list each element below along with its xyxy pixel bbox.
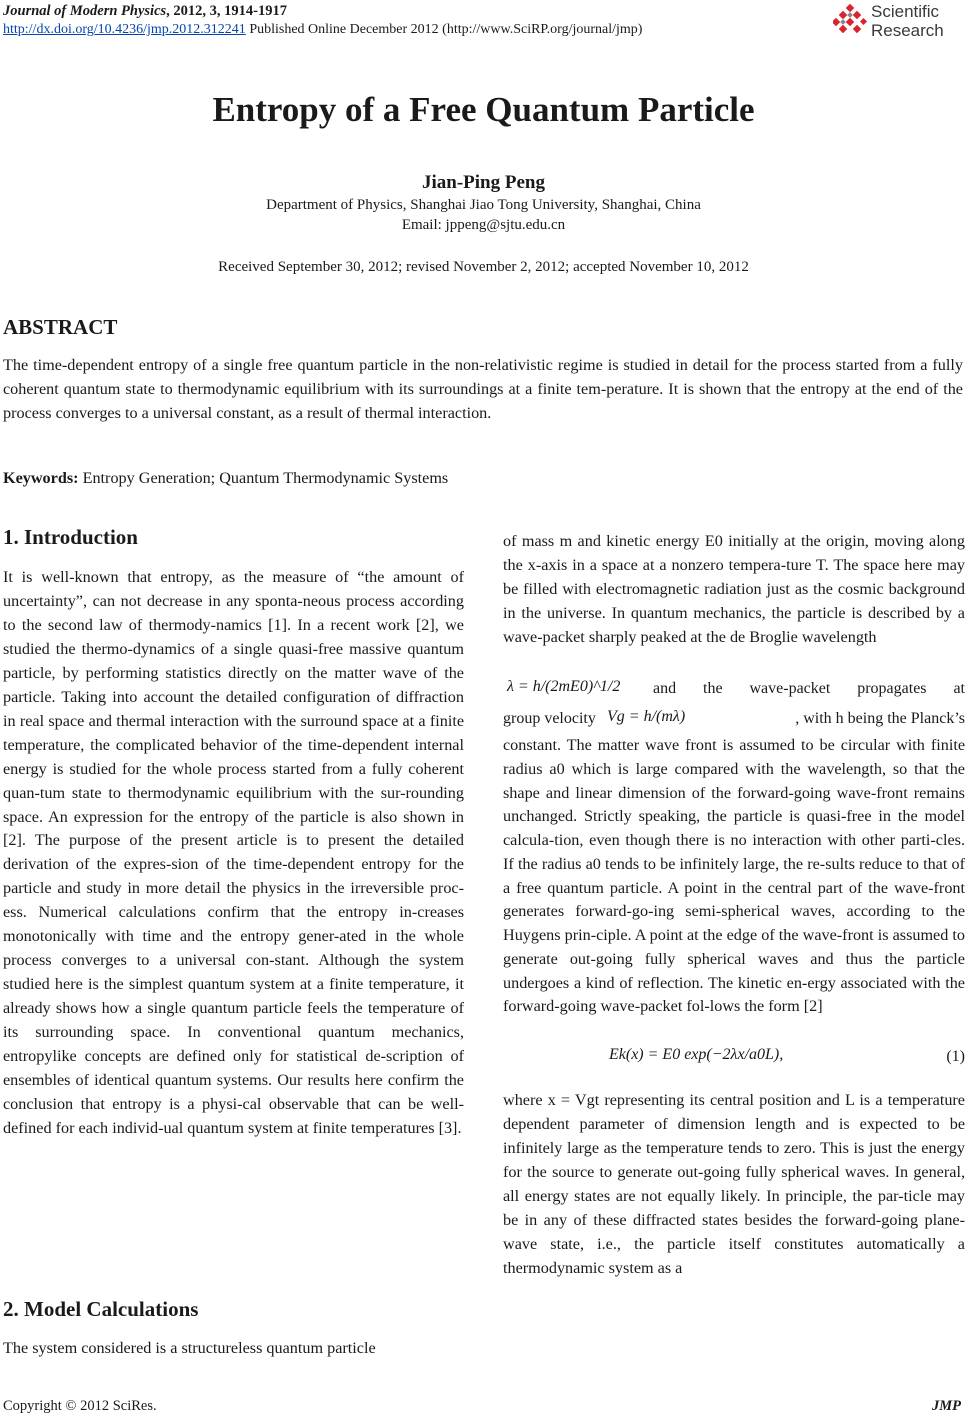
author-name: Jian-Ping Peng xyxy=(422,172,545,193)
footer-copyright: Copyright © 2012 SciRes. xyxy=(3,1398,157,1414)
publication-info xyxy=(3,22,642,38)
model-text-right-bottom: where x = Vgt representing its central position and L is a temperature dependent parameter of dimension length and is expected to be infinitely large as the temperature tends to zero. This is just the energy for the source to generate out-going fully spherical waves. In general, all energy states are not equally likely. In principle, the par-ticle may be in any of these diffracted states besides the forward-going plane-wave state, i.e., the particle itself constitutes automatically a thermodynamic system as a xyxy=(503,1091,965,1277)
model-text-right-middle: constant. The matter wave front is assumed to be circular with finite radius a0 which is large compared with the wavelength, so that the shape and linear dimension of the forward-going wave-front remains unchanged. Strictly speaking, the particle is quasi-free in the model calcula-tion, even though there is no interaction with other parti-cles. If the radius a0 tends to be infinitely large, the re-sults reduce to that of a free quantum particle. A point in the central part of the wave-front generates forward-go-ing semi-spherical waves, according to the Huygens prin-ciple. A point at the edge of the wave-front is assumed to generate out-going fully spherical waves and thus the particle undergoes a kind of reflection. The kinetic en-ergy associated with the forward-going wave-packet fol-lows the form [2] xyxy=(503,736,965,1016)
scientific-research-logo xyxy=(833,2,961,44)
abstract-heading: ABSTRACT xyxy=(3,315,118,339)
logo-text-line1: Scientific xyxy=(871,2,940,21)
model-text-right-top: of mass m and kinetic energy E0 initially at the origin, moving along the x-axis in a space at a nonzero tempera-ture T. The space here may be filled with electromagnetic radiation just as the cosmic background in the universe. In quantum mechanics, the particle is described by a wave-packet sharply peaked at the de Broglie wavelength xyxy=(503,532,965,646)
equation-1-number: (1) xyxy=(946,1048,965,1065)
group-velocity-label: group velocity xyxy=(503,710,596,727)
author-email: Email: jppeng@sjtu.edu.cn xyxy=(401,217,566,233)
introduction-text: It is well-known that entropy, as the measure of “the amount of uncertainty”, can not decrease in any sponta-neous process according to the second law of thermody-namics [1]. In a recent work [2], we studied the thermo-dynamics of a single quasi-free massive quantum particle, by performing statistics directly on the matter wave of the particle. Taking into account the detailed configuration of diffraction in real space and thermal interaction with the surround space at a finite temperature, the complicated behavior of the time-dependent internal energy is studied for the whole process started from a fully coherent quan-tum state to thermodynamic equilibrium with the sur-rounding space. An expression for the entropy of the particle is also shown in [2]. The purpose of the present article is to present the detailed derivation of the expres-sion of the time-dependent entropy for the particle and study in more detail the physics in the irreversible proc-ess. Numerical calculations confirm that the entropy in-creases monotonically with time and the entropy gener-ated in the whole process converges to a universal con-stant. Although the system studied here is the simplest quantum system at a finite temperature, it already shows how a single quantum particle feels the temperature of its surrounding space. In conventional quantum mechanics, entropylike concepts are defined only for statistical de-scription of ensembles of identical quantum systems. Our results here confirm the conclusion that entropy is a physi-cal observable that can be well-defined for each individ-ual quantum system at finite temperatures [3]. xyxy=(3,568,464,1137)
section-heading-introduction: 1. Introduction xyxy=(3,525,138,549)
keywords xyxy=(3,469,448,488)
wavelength-equation: λ = h/(2mE0)^1/2 xyxy=(507,678,621,695)
journal-citation: , 2012, 3, 1914-1917 xyxy=(166,3,287,19)
wavelength-equation-followup: and the wave-packet propagates at xyxy=(653,680,965,697)
doi-link[interactable]: http://dx.doi.org/10.4236/jmp.2012.312241 xyxy=(3,22,246,37)
abstract-text: The time-dependent entropy of a single free quantum particle in the non-relativistic regime is studied in detail for the process started from a fully coherent quantum state to thermodynamic equilibrium with its surroundings at a finite tem-perature. It is shown that the entropy at the end of the process converges to a universal constant, as a result of thermal interaction. xyxy=(3,356,963,423)
equation-1-formula: Ek(x) = E0 exp(−2λx/a0L), xyxy=(609,1046,784,1063)
author-affiliation: Department of Physics, Shanghai Jiao Tong University, Shanghai, China xyxy=(266,197,701,213)
published-online: Published Online December 2012 (http://www.SciRP.org/journal/jmp) xyxy=(245,22,643,37)
group-velocity-followup: , with h being the Planck’s xyxy=(795,710,965,727)
model-text-left: The system considered is a structureless quantum particle xyxy=(3,1339,376,1357)
logo-text-line2: Research xyxy=(871,21,944,40)
scientific-research-logo-icon xyxy=(833,4,867,38)
footer-journal-abbreviation: JMP xyxy=(932,1398,961,1414)
journal-name: Journal of Modern Physics xyxy=(3,3,167,19)
keywords-list: Entropy Generation; Quantum Thermodynamic Systems xyxy=(78,469,449,487)
keywords-label: Keywords: xyxy=(3,469,79,487)
group-velocity-equation: Vg = h/(mλ) xyxy=(607,708,686,725)
journal-header xyxy=(3,3,287,20)
received-dates: Received September 30, 2012; revised November 2, 2012; accepted November 10, 2012 xyxy=(218,259,749,275)
section-heading-model-calculations: 2. Model Calculations xyxy=(3,1297,199,1321)
equation-1 xyxy=(503,1046,965,1072)
wavelength-equation-line xyxy=(503,676,965,706)
paper-title: Entropy of a Free Quantum Particle xyxy=(212,90,755,129)
